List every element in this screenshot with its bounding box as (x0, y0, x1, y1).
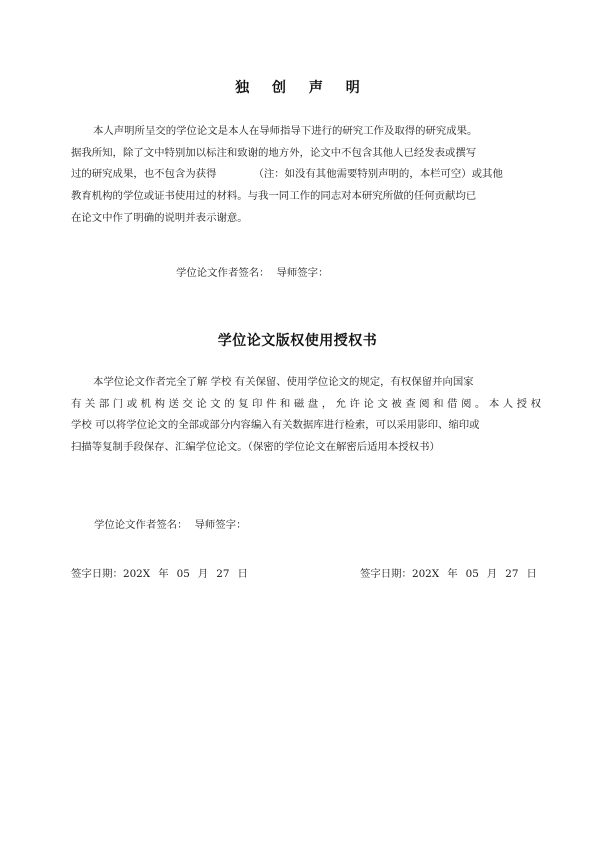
author-signature-label: 学位论文作者签名： (176, 267, 270, 279)
declaration-line (71, 164, 541, 186)
authorization-title: 学位论文版权使用授权书 (217, 333, 378, 349)
authorization-line: 学校 可以将学位论文的全部或部分内容编入有关数据库进行检索，可以采用影印、缩印或 (71, 419, 480, 432)
declaration-line-part: 过的研究成果，也不包含为获得 (71, 168, 217, 181)
date-day: 27 (216, 568, 230, 580)
declaration-line-part: （注：如没有其他需要特别声明的，本栏可空）或其他 (253, 168, 503, 181)
date-day-unit: 日 (237, 568, 248, 580)
declaration-line: 教育机构的学位或证书使用过的材料。与我一同工作的同志对本研究所做的任何贡献均已 (71, 190, 477, 203)
author-signature-label: 学位论文作者签名： (94, 519, 188, 531)
declaration-line: 在论文中作了明确的说明并表示谢意。 (71, 211, 248, 224)
date-year-unit: 年 (447, 568, 458, 580)
date-day: 27 (505, 568, 519, 580)
date-month-unit: 月 (486, 568, 498, 580)
authorization-line: 扫描等复制手段保存、汇编学位论文。（保密的学位论文在解密后适用本授权书） (71, 441, 440, 454)
advisor-signature-label: 导师签字： (194, 519, 247, 531)
date-year: 202X (411, 568, 440, 580)
date-month: 05 (465, 568, 479, 580)
date-year-unit: 年 (158, 568, 169, 580)
date-year: 202X (122, 568, 151, 580)
date-label: 签字日期： (360, 568, 412, 580)
declaration-line: 据我所知，除了文中特别加以标注和致谢的地方外，论文中不包含其他人已经发表或撰写 (71, 146, 477, 159)
authorization-signature-line (94, 516, 246, 531)
declaration-body (71, 121, 541, 229)
declaration-line: 本人声明所呈交的学位论文是本人在导师指导下进行的研究工作及取得的研究成果。 (93, 125, 478, 137)
authorization-line: 本学位论文作者完全了解 学校 有关保留、使用学位论文的规定，有权保留并向国家 (93, 376, 474, 388)
declaration-signature-line (176, 264, 328, 279)
date-day-unit: 日 (526, 568, 537, 580)
date-label: 签字日期： (71, 568, 123, 580)
date-month-unit: 月 (197, 568, 209, 580)
signature-date-right (360, 565, 537, 580)
authorization-line: 有关部门或机构送交论文的复印件和磁盘，允许论文被查阅和借阅。本人授权 (71, 397, 541, 410)
signature-date-left (71, 565, 248, 580)
declaration-title: 独 创 声 明 (235, 80, 369, 96)
advisor-signature-label: 导师签字： (276, 267, 329, 279)
date-month: 05 (176, 568, 190, 580)
authorization-body (71, 372, 541, 459)
